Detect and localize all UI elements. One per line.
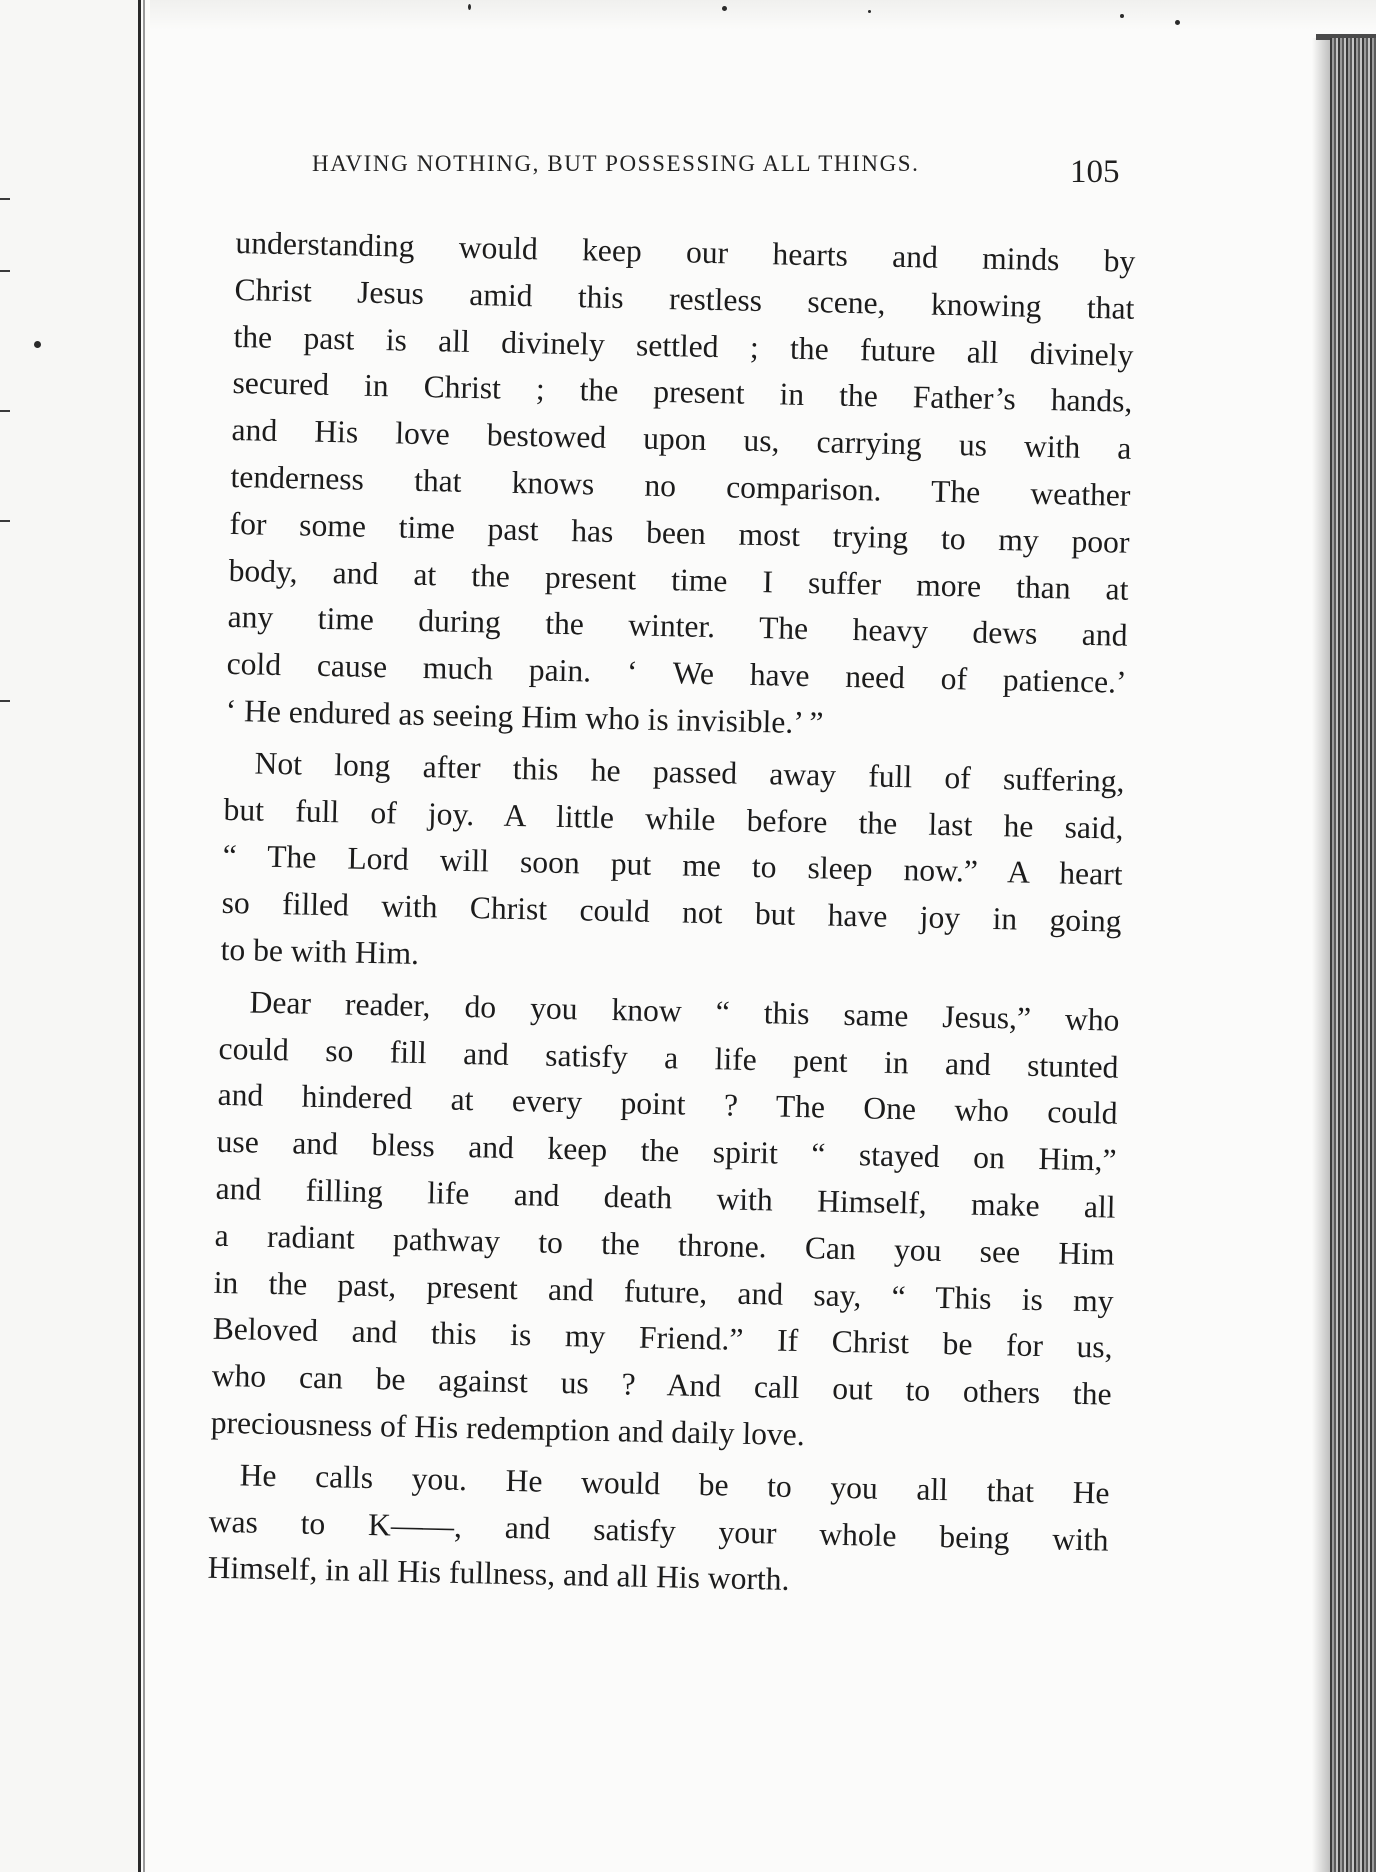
- margin-tick: [0, 270, 10, 272]
- text-line: body, and at the present time I suffer more than at: [228, 552, 1129, 607]
- text-line: to be with Him.: [220, 931, 420, 971]
- text-line: Dear reader, do you know “ this same Jesus,” who: [249, 984, 1120, 1038]
- text-line: Himself, in all His fullness, and all His worth.: [207, 1550, 790, 1598]
- margin-tick: [0, 520, 10, 522]
- margin-tick: [0, 410, 10, 412]
- page-stack-edge: [1330, 38, 1376, 1872]
- page-stack-shadow: [1312, 38, 1330, 1872]
- text-line: use and bless and keep the spirit “ stayed on Him,”: [216, 1123, 1117, 1178]
- margin-tick: [0, 700, 10, 702]
- text-line: Beloved and this is my Friend.” If Christ be for us,: [212, 1311, 1113, 1365]
- top-scan-edge: [150, 0, 1376, 30]
- paragraph: [207, 1451, 1110, 1610]
- text-line: any time during the winter. The heavy dews and: [227, 599, 1128, 654]
- paragraph: [225, 220, 1136, 754]
- text-line: ‘ He endured as seeing Him who is invisible.’ ”: [225, 692, 824, 741]
- page-number: 105: [1070, 154, 1120, 190]
- text-line: and hindered at every point ? The One who could: [217, 1077, 1118, 1131]
- text-line: He calls you. He would be to you all that He: [239, 1457, 1110, 1511]
- text-line: the past is all divinely settled ; the future all divinely: [233, 318, 1134, 373]
- text-line: and filling life and death with Himself, make all: [215, 1170, 1116, 1225]
- margin-dot: [34, 341, 41, 348]
- paragraph: [220, 740, 1125, 993]
- text-line: Not long after this he passed away full of suffering,: [254, 745, 1125, 799]
- text-line: was to K——, and satisfy your whole being with: [208, 1503, 1109, 1558]
- text-line: understanding would keep our hearts and minds by: [235, 224, 1136, 279]
- text-line: a radiant pathway to the throne. Can you see Him: [214, 1217, 1115, 1272]
- text-line: cold cause much pain. ‘ We have need of patience.’: [226, 646, 1127, 700]
- text-line: so filled with Christ could not but have joy in going: [221, 885, 1122, 939]
- running-head: HAVING NOTHING, BUT POSSESSING ALL THINGS.: [312, 151, 920, 176]
- text-line: in the past, present and future, and say, “ This is my: [213, 1264, 1114, 1319]
- text-line: and His love bestowed upon us, carrying us with a: [231, 412, 1132, 466]
- text-line: but full of joy. A little while before the last he said,: [223, 791, 1124, 846]
- text-line: tenderness that knows no comparison. The weather: [230, 458, 1131, 513]
- paragraph: [210, 979, 1120, 1466]
- text-line: could so fill and satisfy a life pent in and stunted: [218, 1030, 1119, 1085]
- text-line: secured in Christ ; the present in the Father’s hands,: [232, 365, 1133, 420]
- text-line: preciousness of His redemption and daily love.: [210, 1404, 806, 1453]
- body-text: [207, 220, 1136, 1611]
- margin-tick: [0, 198, 10, 200]
- adjacent-page-edge: [0, 0, 141, 1872]
- text-line: Christ Jesus amid this restless scene, knowing that: [234, 271, 1135, 326]
- page-gutter: [143, 0, 145, 1872]
- text-line: for some time past has been most trying to my poor: [229, 505, 1130, 560]
- text-line: “ The Lord will soon put me to sleep now.” A heart: [222, 838, 1123, 893]
- text-line: who can be against us ? And call out to others the: [211, 1357, 1112, 1412]
